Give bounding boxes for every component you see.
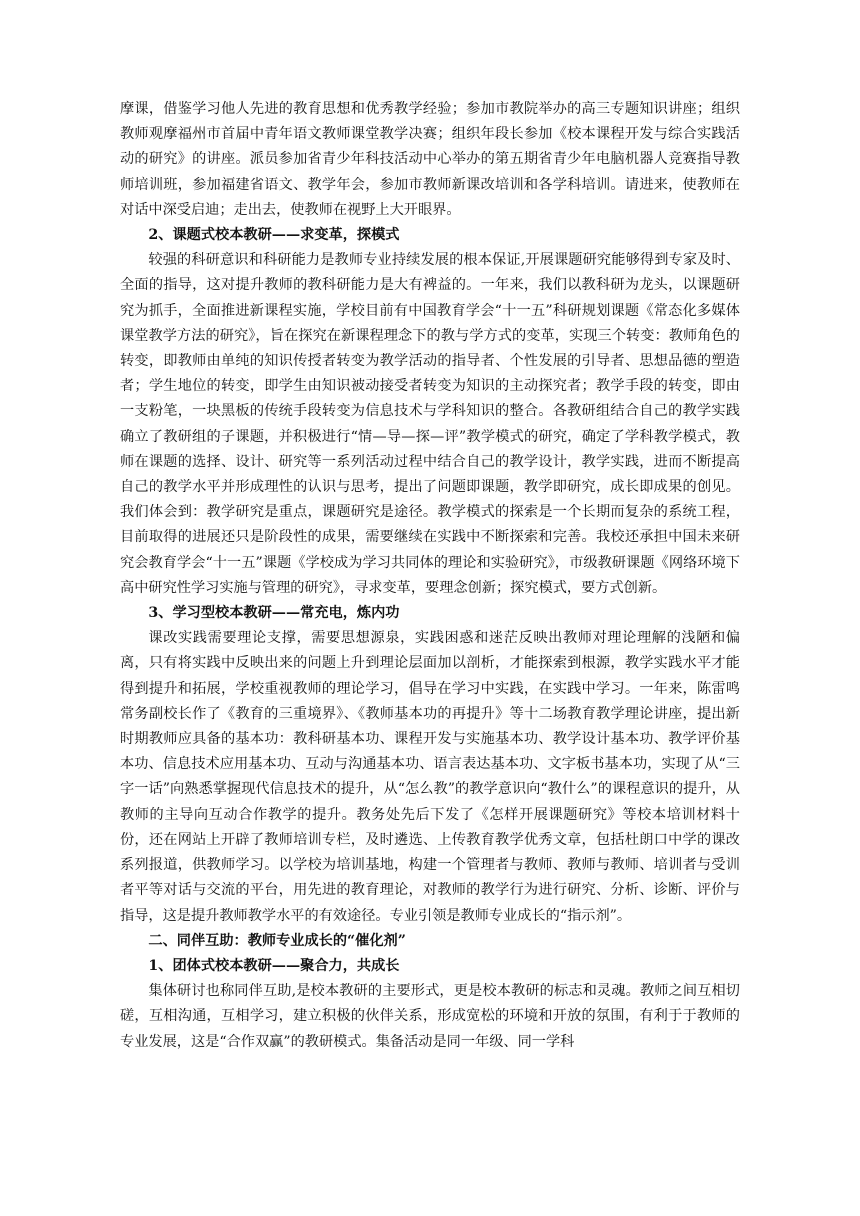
paragraph-topic-research: 较强的科研意识和科研能力是教师专业持续发展的根本保证,开展课题研究能够得到专家及时、全面的指导，这对提升教师的教科研能力是大有裨益的。一年来，我们以教科研为龙头，以课题研究为抓手，全面推进新课程实施，学校目前有中国教育学会“十一五”科研规划课题《常态化多媒体课堂教学方法的研究》，旨在探究在新课程理念下的教与学方式的变革，实现三个转变：教师角色的转变，即教师由单纯的知识传授者转变为教学活动的指导者、个性发展的引导者、思想品德的塑造者；学生地位的转变，即学生由知识被动接受者转变为知识的主动探究者；教学手段的转变，即由一支粉笔，一块黑板的传统手段转变为信息技术与学科知识的整合。各教研组结合自己的教学实践确立了教研组的子课题，并积极进行“情—导—探—评”教学模式的研究，确定了学科教学模式，教师在课题的选择、设计、研究等一系列活动过程中结合自己的教学设计，教学实践，进而不断提高自己的教学水平并形成理性的认识与思考，提出了问题即课题，教学即研究，成长即成果的创见。我们体会到：教学研究是重点，课题研究是途径。教学模式的探索是一个长期而复杂的系统工程，目前取得的进展还只是阶段性的成果，需要继续在实践中不断探索和完善。我校还承担中国未来研究会教育学会“十一五”课题《学校成为学习共同体的理论和实验研究》，市级教研课题《网络环境下高中研究性学习实施与管理的研究》，寻求变革，要理念创新；探究模式，要方式创新。 bbox=[120, 252, 740, 596]
document-page bbox=[120, 97, 740, 1055]
chapter-heading-2: 二、同伴互助：教师专业成长的“催化剂” bbox=[148, 932, 406, 949]
paragraph-continuation: 摩课，借鉴学习他人先进的教育思想和优秀教学经验；参加市教院举办的高三专题知识讲座；组织教师观摩福州市首届中青年语文教师课堂教学决赛；组织年段长参加《校本课程开发与综合实践活动的研究》的讲座。派员参加省青少年科技活动中心举办的第五期省青少年电脑机器人竞赛指导教师培训班，参加福建省语文、教学年会，参加市教师新课改培训和各学科培训。请进来，使教师在对话中深受启迪；走出去，使教师在视野上大开眼界。 bbox=[120, 101, 740, 218]
paragraph-learning-research: 课改实践需要理论支撑，需要思想源泉，实践困惑和迷茫反映出教师对理论理解的浅陋和偏离，只有将实践中反映出来的问题上升到理论层面加以剖析，才能探索到根源，教学实践水平才能得到提升和拓展，学校重视教师的理论学习，倡导在学习中实践，在实践中学习。一年来，陈雷鸣常务副校长作了《教育的三重境界》、《教师基本功的再提升》等十二场教育教学理论讲座，提出新时期教师应具备的基本功：教科研基本功、课程开发与实施基本功、教学设计基本功、教学评价基本功、信息技术应用基本功、互动与沟通基本功、语言表达基本功、文字板书基本功，实现了从“三字一话”向熟悉掌握现代信息技术的提升，从“怎么教”的教学意识向“教什么”的课程意识的提升，从教师的主导向互动合作教学的提升。教务处先后下发了《怎样开展课题研究》等校本培训材料十份，还在网站上开辟了教师培训专栏，及时遴选、上传教育教学优秀文章，包括杜朗口中学的课改系列报道，供教师学习。以学校为培训基地，构建一个管理者与教师、教师与教师、培训者与受训者平等对话与交流的平台，用先进的教育理论，对教师的教学行为进行研究、分析、诊断、评价与指导，这是提升教师教学水平的有效途径。专业引领是教师专业成长的“指示剂”。 bbox=[120, 630, 740, 924]
paragraph-group-research: 集体研讨也称同伴互助,是校本教研的主要形式，更是校本教研的标志和灵魂。教师之间互相切磋，互相沟通，互相学习，建立积极的伙伴关系，形成宽松的环境和开放的氛围，有利于于教师的专业发展，这是“合作双赢”的教研模式。集备活动是同一年级、同一学科 bbox=[120, 983, 740, 1050]
section-heading-3: 3、学习型校本教研——常充电，炼内功 bbox=[148, 605, 400, 622]
section-heading-2: 2、课题式校本教研——求变革，探模式 bbox=[148, 227, 400, 244]
section-heading-1: 1、团体式校本教研——聚合力，共成长 bbox=[148, 957, 400, 974]
